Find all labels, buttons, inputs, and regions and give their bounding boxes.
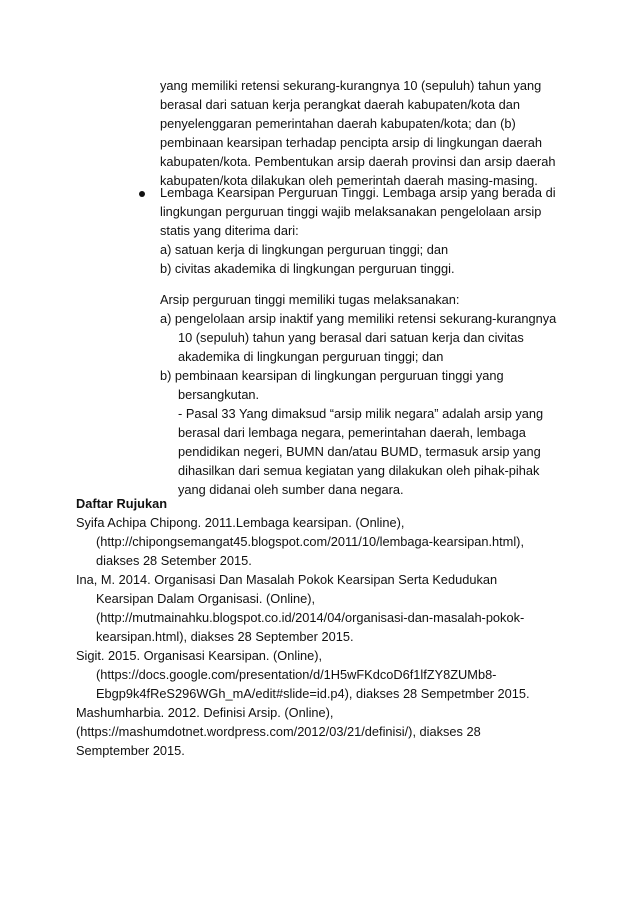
reference-line: Mashumharbia. 2012. Definisi Arsip. (Online), xyxy=(76,705,334,720)
paragraph-line: penyelenggaran pemerintahan daerah kabupaten/kota; dan (b) xyxy=(160,116,516,131)
reference-line: diakses 28 Setember 2015. xyxy=(96,553,252,568)
paragraph-line: kabupaten/kota. Pembentukan arsip daerah provinsi dan arsip daerah xyxy=(160,154,556,169)
reference-line: (https://docs.google.com/presentation/d/1H5wFKdcoD6f1lfZY8ZUMb8- xyxy=(96,667,497,682)
task-b-line: berasal dari lembaga negara, pemerintahan daerah, lembaga xyxy=(178,425,526,440)
bullet-line: Lembaga Kearsipan Perguruan Tinggi. Lembaga arsip yang berada di xyxy=(160,185,556,200)
task-a-line: 10 (sepuluh) tahun yang berasal dari satuan kerja dan civitas xyxy=(178,330,524,345)
task-b-line: dihasilkan dari semua kegiatan yang dilakukan oleh pihak-pihak xyxy=(178,463,540,478)
reference-line: (http://chipongsemangat45.blogspot.com/2011/10/lembaga-kearsipan.html), xyxy=(96,534,525,549)
paragraph-line: yang memiliki retensi sekurang-kurangnya 10 (sepuluh) tahun yang xyxy=(160,78,542,93)
reference-line: Ebgp9k4fReS296WGh_mA/edit#slide=id.p4), diakses 28 Sempetmber 2015. xyxy=(96,686,530,701)
paragraph-line: kabupaten/kota dilakukan oleh pemerintah daerah masing-masing. xyxy=(160,173,538,188)
task-b-line: pendidikan negeri, BUMN dan/atau BUMD, termasuk arsip yang xyxy=(178,444,541,459)
reference-line: (http://mutmainahku.blogspot.co.id/2014/04/organisasi-dan-masalah-pokok- xyxy=(96,610,525,625)
references-heading: Daftar Rujukan xyxy=(76,496,168,511)
bullet-line: lingkungan perguruan tinggi wajib melaksanakan pengelolaan arsip xyxy=(160,204,542,219)
task-a-line: a) pengelolaan arsip inaktif yang memiliki retensi sekurang-kurangnya xyxy=(160,311,557,326)
reference-line: Ina, M. 2014. Organisasi Dan Masalah Pokok Kearsipan Serta Kedudukan xyxy=(76,572,498,587)
task-b-line: - Pasal 33 Yang dimaksud “arsip milik negara” adalah arsip yang xyxy=(178,406,544,421)
task-b-line: yang didanai oleh sumber dana negara. xyxy=(178,482,404,497)
reference-line: kearsipan.html), diakses 28 September 2015. xyxy=(96,629,354,644)
list-item-b: b) civitas akademika di lingkungan perguruan tinggi. xyxy=(160,261,455,276)
reference-line: Sigit. 2015. Organisasi Kearsipan. (Online), xyxy=(76,648,323,663)
reference-line: Syifa Achipa Chipong. 2011.Lembaga kearsipan. (Online), xyxy=(76,515,405,530)
paragraph-line: berasal dari satuan kerja perangkat daerah kabupaten/kota dan xyxy=(160,97,520,112)
task-b-line: bersangkutan. xyxy=(178,387,260,402)
task-a-line: akademika di lingkungan perguruan tinggi; dan xyxy=(178,349,444,364)
list-item-a: a) satuan kerja di lingkungan perguruan tinggi; dan xyxy=(160,242,449,257)
task-b-line: b) pembinaan kearsipan di lingkungan perguruan tinggi yang xyxy=(160,368,504,383)
reference-line: Semptember 2015. xyxy=(76,743,185,758)
tasks-intro: Arsip perguruan tinggi memiliki tugas melaksanakan: xyxy=(160,292,460,307)
paragraph-line: pembinaan kearsipan terhadap pencipta arsip di lingkungan daerah xyxy=(160,135,543,150)
bullet-icon xyxy=(139,191,145,197)
reference-line: (https://mashumdotnet.wordpress.com/2012/03/21/definisi/), diakses 28 xyxy=(76,724,481,739)
bullet-line: statis yang diterima dari: xyxy=(160,223,299,238)
reference-line: Kearsipan Dalam Organisasi. (Online), xyxy=(96,591,316,606)
